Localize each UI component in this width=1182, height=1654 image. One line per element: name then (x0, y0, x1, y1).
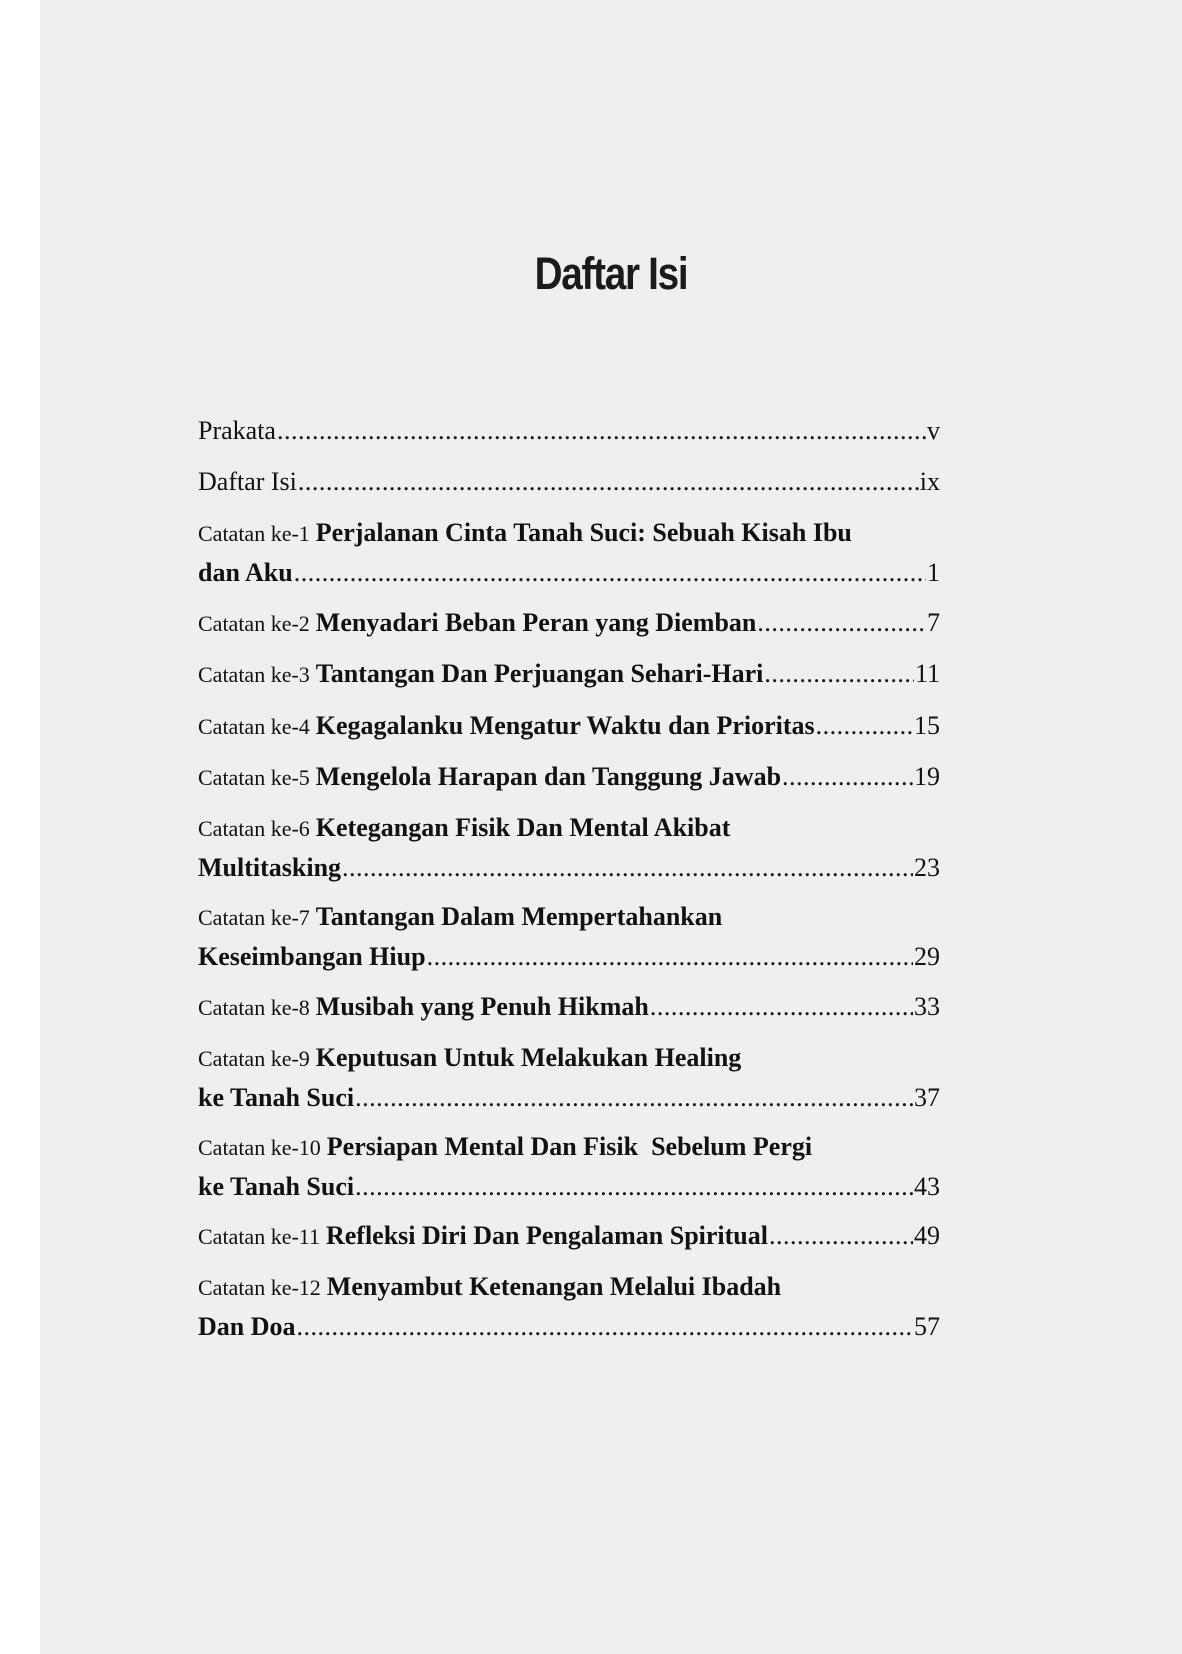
toc-entry-title: Persiapan Mental Dan Fisik Sebelum Pergi (326, 1132, 813, 1161)
toc-entry-label: Catatan ke-2 (198, 611, 310, 636)
toc-entry-title-continued: dan Aku (198, 558, 293, 587)
toc-page-number: v (927, 416, 940, 445)
toc-page-number: 7 (927, 608, 940, 637)
toc-entry-label: Catatan ke-8 (198, 995, 310, 1020)
toc-entry-label: Catatan ke-12 (198, 1275, 321, 1300)
toc-entry-daftar-isi[interactable] (198, 462, 940, 502)
toc-entry-title: Menyambut Ketenangan Melalui Ibadah (326, 1272, 782, 1301)
leader-dots (355, 1078, 913, 1118)
toc-entry-title-continued: Keseimbangan Hiup (198, 942, 426, 971)
toc-page-number: 19 (914, 762, 940, 791)
toc-entry-catatan-10[interactable] (198, 1127, 940, 1207)
page-title: Daftar Isi (534, 248, 688, 299)
leader-dots (297, 1307, 913, 1347)
toc-entry-title: Prakata (198, 416, 276, 445)
toc-page-number: ix (919, 467, 940, 496)
toc-page-number: 11 (914, 659, 940, 688)
toc-entry-catatan-3[interactable] (198, 654, 940, 694)
toc-entry-catatan-1[interactable] (198, 513, 940, 593)
toc-entry-catatan-8[interactable] (198, 987, 940, 1027)
toc-page-number: 23 (914, 853, 940, 882)
toc-entry-title: Tantangan Dalam Mempertahankan (315, 902, 723, 931)
toc-entry-catatan-12[interactable] (198, 1267, 940, 1347)
toc-entry-label: Catatan ke-7 (198, 905, 310, 930)
leader-dots (816, 706, 913, 746)
toc-entry-label: Catatan ke-9 (198, 1046, 310, 1071)
toc-entry-label: Catatan ke-6 (198, 816, 310, 841)
toc-page-number: 49 (914, 1221, 940, 1250)
document-page (40, 0, 1182, 1654)
toc-entry-label: Catatan ke-5 (198, 765, 310, 790)
toc-entry-title-continued: Multitasking (198, 853, 342, 882)
toc-page-number: 57 (914, 1312, 940, 1341)
leader-dots (294, 553, 926, 593)
toc-page-number: 15 (914, 711, 940, 740)
toc-entry-title: Musibah yang Penuh Hikmah (315, 992, 649, 1021)
toc-page-number: 29 (914, 942, 940, 971)
toc-page-number: 1 (927, 558, 940, 587)
toc-entry-title: Perjalanan Cinta Tanah Suci: Sebuah Kisah Ibu (315, 518, 852, 547)
leader-dots (757, 603, 926, 643)
toc-entry-prakata[interactable] (198, 411, 940, 451)
toc-entry-catatan-2[interactable] (198, 603, 940, 643)
toc-entry-title: Ketegangan Fisik Dan Mental Akibat (315, 813, 731, 842)
toc-entry-catatan-9[interactable] (198, 1038, 940, 1118)
toc-entry-title: Mengelola Harapan dan Tanggung Jawab (315, 762, 782, 791)
toc-entry-title: Keputusan Untuk Melakukan Healing (315, 1043, 742, 1072)
leader-dots (427, 937, 913, 977)
toc-entry-catatan-5[interactable] (198, 757, 940, 797)
toc-entry-label: Catatan ke-11 (198, 1224, 320, 1249)
toc-page-number: 37 (914, 1083, 940, 1112)
toc-page-number: 43 (914, 1172, 940, 1201)
toc-entry-catatan-7[interactable] (198, 897, 940, 977)
toc-entry-catatan-4[interactable] (198, 706, 940, 746)
toc-entry-title-continued: Dan Doa (198, 1312, 296, 1341)
leader-dots (355, 1167, 913, 1207)
leader-dots (342, 848, 913, 888)
toc-entry-title: Refleksi Diri Dan Pengalaman Spiritual (325, 1221, 768, 1250)
leader-dots (769, 1216, 913, 1256)
leader-dots (298, 462, 919, 502)
toc-entry-title-continued: ke Tanah Suci (198, 1083, 355, 1112)
toc-entry-label: Catatan ke-1 (198, 521, 310, 546)
leader-dots (782, 757, 913, 797)
leader-dots (764, 654, 914, 694)
leader-dots (650, 987, 913, 1027)
toc-entry-label: Catatan ke-10 (198, 1135, 321, 1160)
toc-entry-title: Daftar Isi (198, 467, 297, 496)
leader-dots (277, 411, 926, 451)
toc-entry-title: Menyadari Beban Peran yang Diemban (315, 608, 757, 637)
toc-entry-title: Tantangan Dan Perjuangan Sehari-Hari (315, 659, 764, 688)
toc-entry-label: Catatan ke-3 (198, 662, 310, 687)
toc-entry-title: Kegagalanku Mengatur Waktu dan Prioritas (315, 711, 815, 740)
toc-entry-catatan-11[interactable] (198, 1216, 940, 1256)
toc-page-number: 33 (914, 992, 940, 1021)
toc-entry-catatan-6[interactable] (198, 808, 940, 888)
toc-entry-label: Catatan ke-4 (198, 714, 310, 739)
toc-entry-title-continued: ke Tanah Suci (198, 1172, 355, 1201)
